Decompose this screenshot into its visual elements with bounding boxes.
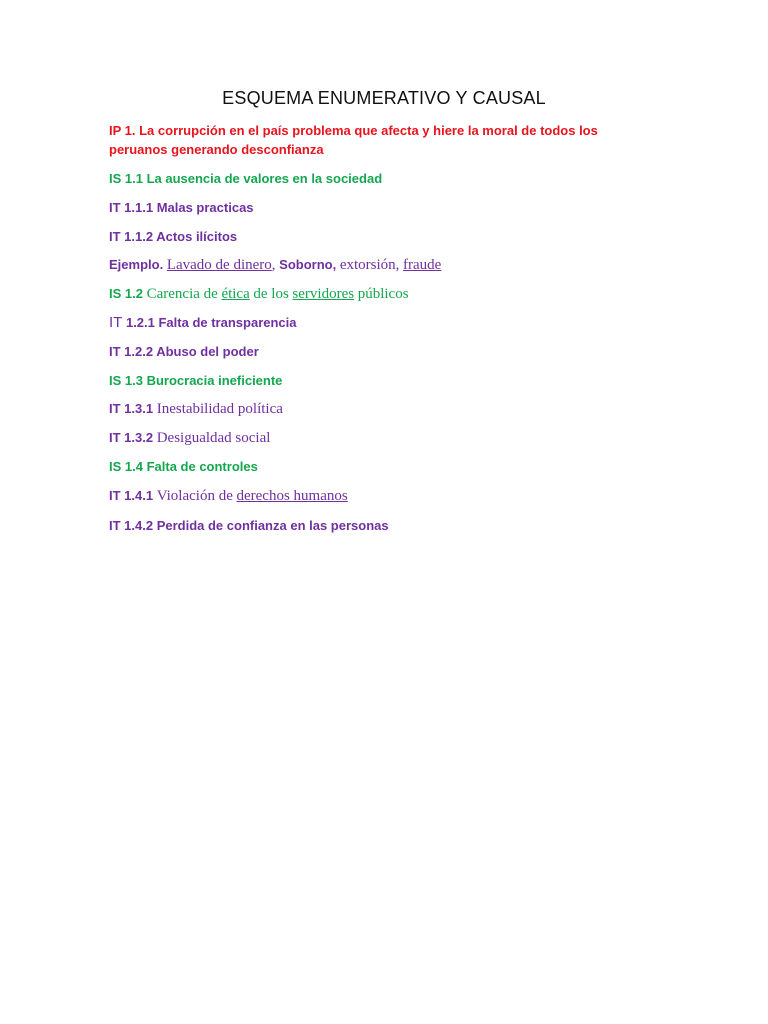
it-1-4-2: IT 1.4.2 Perdida de confianza en las personas [109, 518, 389, 533]
it-1-3-1 [109, 399, 283, 419]
it-1-4-1-word-1: Violación de [156, 488, 233, 504]
is-1-2 [109, 284, 409, 304]
it-1-4-1-prefix: IT 1.4.1 [109, 488, 154, 503]
ejemplo-item-lavado: Lavado de dinero [166, 257, 272, 273]
ejemplo-item-soborno: Soborno, [279, 257, 337, 272]
it-1-2-1-text: 1.2.1 Falta de transparencia [125, 315, 297, 330]
it-1-3-2-prefix: IT 1.3.2 [109, 430, 154, 445]
it-1-3-1-prefix: IT 1.3.1 [109, 401, 154, 416]
is-1-2-word-5: públicos [357, 286, 409, 302]
is-1-2-prefix: IS 1.2 [109, 286, 143, 301]
is-1-2-word-etica: ética [221, 286, 250, 302]
ejemplo-item-extorsion: extorsión [339, 257, 396, 273]
is-1-4: IS 1.4 Falta de controles [109, 459, 258, 474]
page-title: ESQUEMA ENUMERATIVO Y CAUSAL [222, 88, 546, 108]
is-1-2-word-servidores: servidores [292, 286, 355, 302]
is-1-2-word-1: Carencia de [146, 286, 218, 302]
it-1-2-1-prefix: IT [109, 314, 123, 331]
it-1-2-1 [109, 313, 297, 332]
ip1-line-1: IP 1. La corrupción en el país problema que afecta y hiere la moral de todos los [109, 123, 598, 138]
is-1-3: IS 1.3 Burocracia ineficiente [109, 373, 283, 388]
ejemplo-label: Ejemplo. [109, 257, 164, 272]
it-1-3-2 [109, 428, 270, 448]
it-1-4-1-derechos-humanos: derechos humanos [236, 488, 348, 504]
it-1-1-1: IT 1.1.1 Malas practicas [109, 200, 254, 215]
it-1-1-2: IT 1.1.2 Actos ilícitos [109, 229, 238, 244]
it-1-4-1 [109, 486, 348, 506]
is-1-2-word-3: de los [253, 286, 289, 302]
it-1-3-2-text: Desigualdad social [156, 430, 271, 446]
ip1-line-2: peruanos generando desconfianza [109, 142, 324, 157]
ejemplo-sep-1: , [271, 257, 276, 273]
it-1-2-2: IT 1.2.2 Abuso del poder [109, 344, 259, 359]
ejemplo-item-fraude: fraude [403, 257, 442, 273]
is-1-1: IS 1.1 La ausencia de valores en la sociedad [109, 171, 383, 186]
ejemplo-line [109, 255, 441, 275]
it-1-3-1-text: Inestabilidad política [156, 401, 283, 417]
ejemplo-sep-2: , [395, 257, 400, 273]
